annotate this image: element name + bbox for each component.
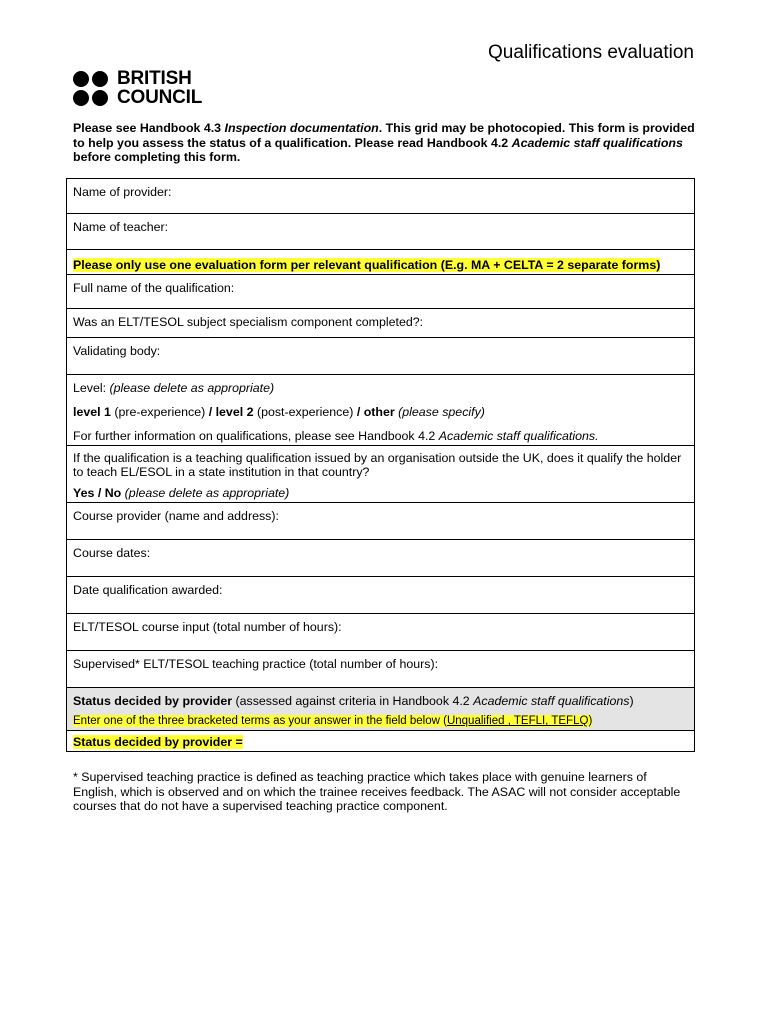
page-title: Qualifications evaluation — [488, 42, 694, 63]
name-of-teacher-field[interactable]: Name of teacher: — [67, 214, 695, 250]
status-criteria-row: Status decided by provider (assessed against criteria in Handbook 4.2 Academic staff qualifications) Enter one of the three bracketed terms as your answer in the field below (Unqualified , TEFLI, TEFLQ) — [67, 688, 695, 731]
name-of-provider-field[interactable]: Name of provider: — [67, 179, 695, 214]
logo-text: BRITISH COUNCIL — [117, 68, 203, 108]
logo-dots-icon — [73, 71, 108, 106]
evaluation-form-table — [66, 178, 695, 752]
elt-component-field[interactable]: Was an ELT/TESOL subject specialism component completed?: — [67, 309, 695, 338]
course-dates-field[interactable]: Course dates: — [67, 540, 695, 577]
supervised-practice-footnote: * Supervised teaching practice is defined as teaching practice which takes place with genuine learners of English, which is observed and on which the trainee receives feedback. The ASAC will not consider acceptable courses that do not have a supervised teaching practice component. — [73, 770, 681, 813]
status-decided-field[interactable]: Status decided by provider = — [67, 731, 695, 752]
level-field[interactable]: Level: (please delete as appropriate) level 1 (pre-experience) / level 2 (post-experience) / other (please specify) For further information on qualifications, please see Handbook 4.2 Academic staff qualifications. — [67, 375, 695, 446]
date-awarded-field[interactable]: Date qualification awarded: — [67, 577, 695, 614]
course-input-hours-field[interactable]: ELT/TESOL course input (total number of hours): — [67, 614, 695, 651]
outside-uk-field[interactable]: If the qualification is a teaching qualification issued by an organisation outside the UK, does it qualify the holder to teach EL/ESOL in a state institution in that country? Yes / No (please delete as appropriate) — [67, 446, 695, 503]
supervised-practice-hours-field[interactable]: Supervised* ELT/TESOL teaching practice (total number of hours): — [67, 651, 695, 688]
validating-body-field[interactable]: Validating body: — [67, 338, 695, 375]
full-name-qualification-field[interactable]: Full name of the qualification: — [67, 275, 695, 309]
british-council-logo — [73, 69, 202, 107]
intro-paragraph: Please see Handbook 4.3 Inspection documentation. This grid may be photocopied. This form is provided to help you assess the status of a qualification. Please read Handbook 4.2 Academic staff qualifications before completing this form. — [73, 121, 695, 164]
one-form-notice: Please only use one evaluation form per relevant qualification (E.g. MA + CELTA = 2 separate forms) — [67, 250, 695, 275]
course-provider-field[interactable]: Course provider (name and address): — [67, 503, 695, 540]
